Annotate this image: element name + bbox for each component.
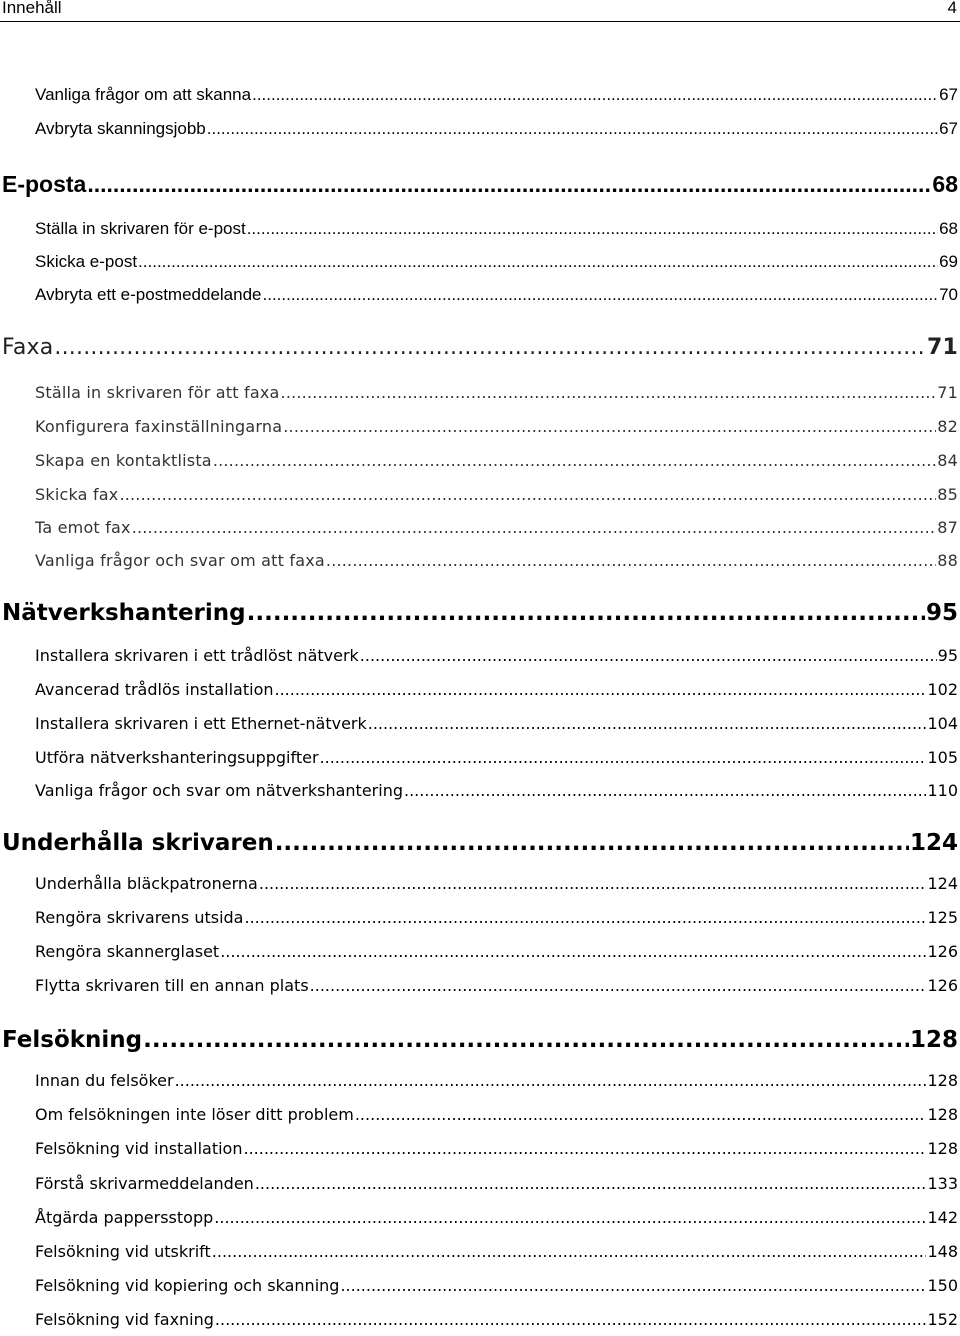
toc-entry-page: 84: [937, 451, 958, 470]
toc-chapter-fax[interactable]: [2, 335, 958, 360]
toc-entry-page: 68: [939, 219, 958, 238]
toc-entry-page: 148: [927, 1242, 958, 1261]
toc-entry[interactable]: [35, 942, 958, 961]
toc-entry-page: 150: [927, 1276, 958, 1295]
toc-entry[interactable]: [35, 518, 958, 537]
toc-entry-page: 126: [927, 976, 958, 995]
toc-entry-label: Vanliga frågor om att skanna: [35, 85, 252, 104]
toc-entry-label: Ställa in skrivaren för e-post: [35, 219, 246, 238]
toc-chapter-maintain[interactable]: [2, 830, 958, 856]
toc-entry-label: Innan du felsöker: [35, 1071, 174, 1090]
toc-chapter-title: Faxa: [2, 335, 54, 360]
toc-entry-page: 110: [927, 781, 958, 800]
toc-chapter-troubleshoot[interactable]: [2, 1027, 958, 1053]
toc-entry-page: 67: [939, 85, 958, 104]
toc-entry-label: Konfigurera faxinställningarna: [35, 417, 283, 436]
toc-entry-page: 71: [937, 383, 958, 402]
toc-entry[interactable]: [35, 485, 958, 504]
toc-entry-page: 128: [927, 1071, 958, 1090]
toc-entry-label: Felsökning vid faxning: [35, 1310, 214, 1329]
toc-entry[interactable]: [35, 451, 958, 470]
toc-entry[interactable]: [35, 551, 958, 570]
toc-entry-label: Underhålla bläckpatronerna: [35, 874, 258, 893]
toc-chapter-title: Felsökning: [2, 1027, 143, 1053]
toc-entry-page: 87: [937, 518, 958, 537]
toc-entry-page: 95: [937, 646, 958, 665]
toc-entry-page: 126: [927, 942, 958, 961]
toc-entry[interactable]: [35, 1242, 958, 1261]
toc-entry-label: Vanliga frågor och svar om att faxa: [35, 551, 325, 570]
toc-entry-page: 124: [927, 874, 958, 893]
toc-entry[interactable]: [35, 646, 958, 665]
toc-entry[interactable]: [35, 680, 958, 699]
toc-entry-page: 133: [927, 1174, 958, 1193]
toc-chapter-page: 71: [926, 335, 958, 360]
toc-chapter-title: Nätverkshantering: [2, 600, 246, 626]
toc-entry-label: Flytta skrivaren till en annan plats: [35, 976, 309, 995]
toc-entry-page: 82: [937, 417, 958, 436]
toc-entry-label: Utföra nätverkshanteringsuppgifter: [35, 748, 319, 767]
toc-entry-page: 67: [939, 119, 958, 138]
toc-entry[interactable]: [35, 1174, 958, 1193]
toc-entry-label: Skapa en kontaktlista: [35, 451, 212, 470]
toc-entry[interactable]: [35, 1310, 958, 1329]
toc-entry-label: Rengöra skrivarens utsida: [35, 908, 244, 927]
toc-entry[interactable]: [35, 1276, 958, 1295]
toc-chapter-title: Underhålla skrivaren: [2, 830, 274, 856]
toc-entry-page: 128: [927, 1105, 958, 1124]
toc-entry-label: Ställa in skrivaren för att faxa: [35, 383, 280, 402]
toc-entry[interactable]: [35, 748, 958, 767]
toc-entry-label: Rengöra skannerglaset: [35, 942, 220, 961]
toc-entry-page: 125: [927, 908, 958, 927]
toc-entry-label: Avbryta skanningsjobb: [35, 119, 206, 138]
toc-entry-page: 105: [927, 748, 958, 767]
toc-entry-page: 128: [927, 1139, 958, 1158]
toc-entry[interactable]: [35, 908, 958, 927]
toc-entry-label: Skicka e-post: [35, 252, 138, 271]
toc-entry[interactable]: [35, 1139, 958, 1158]
toc-entry[interactable]: [35, 714, 958, 733]
toc-entry-label: Åtgärda pappersstopp: [35, 1208, 214, 1227]
toc-entry-page: 88: [937, 551, 958, 570]
toc-chapter-title: E-posta: [2, 171, 87, 197]
toc-entry[interactable]: [35, 119, 958, 139]
toc-entry-label: Installera skrivaren i ett Ethernet-nätverk: [35, 714, 367, 733]
toc-entry[interactable]: [35, 252, 958, 272]
toc-entry-label: Installera skrivaren i ett trådlöst nätverk: [35, 646, 359, 665]
toc-entry[interactable]: [35, 383, 958, 402]
toc-chapter-page: 95: [925, 600, 958, 626]
toc-entry-label: Felsökning vid installation: [35, 1139, 243, 1158]
toc-entry[interactable]: [35, 85, 958, 105]
toc-chapter-page: 128: [909, 1027, 958, 1053]
toc-entry[interactable]: [35, 285, 958, 305]
toc-chapter-page: 68: [932, 171, 958, 197]
toc-chapter-page: 124: [909, 830, 958, 856]
toc-entry[interactable]: [35, 1105, 958, 1124]
page-header: [0, 0, 960, 22]
toc-entry-label: Skicka fax: [35, 485, 119, 504]
toc-chapter-network[interactable]: [2, 600, 958, 626]
toc-entry-page: 85: [937, 485, 958, 504]
header-page-number: 4: [947, 0, 957, 17]
toc-entry[interactable]: [35, 976, 958, 995]
toc-entry-label: Avbryta ett e-postmeddelande: [35, 285, 262, 304]
toc-entry-page: 70: [939, 285, 958, 304]
toc-entry-page: 102: [927, 680, 958, 699]
toc-entry-label: Om felsökningen inte löser ditt problem: [35, 1105, 354, 1124]
toc-entry-page: 152: [927, 1310, 958, 1329]
toc-entry-label: Förstå skrivarmeddelanden: [35, 1174, 254, 1193]
header-title: Innehåll: [2, 0, 62, 17]
toc-entry[interactable]: [35, 781, 958, 800]
toc-entry[interactable]: [35, 219, 958, 239]
toc-entry[interactable]: [35, 417, 958, 436]
toc-entry-page: 142: [927, 1208, 958, 1227]
toc-entry[interactable]: [35, 1071, 958, 1090]
toc-chapter-email[interactable]: [2, 171, 958, 198]
toc-entry[interactable]: [35, 1208, 958, 1227]
toc-entry-page: 69: [939, 252, 958, 271]
toc-entry-label: Felsökning vid kopiering och skanning: [35, 1276, 340, 1295]
toc-entry[interactable]: [35, 874, 958, 893]
toc-entry-label: Avancerad trådlös installation: [35, 680, 274, 699]
toc-entry-label: Vanliga frågor och svar om nätverkshantering: [35, 781, 403, 800]
toc-entry-page: 104: [927, 714, 958, 733]
toc-entry-label: Ta emot fax: [35, 518, 131, 537]
toc-entry-label: Felsökning vid utskrift: [35, 1242, 211, 1261]
